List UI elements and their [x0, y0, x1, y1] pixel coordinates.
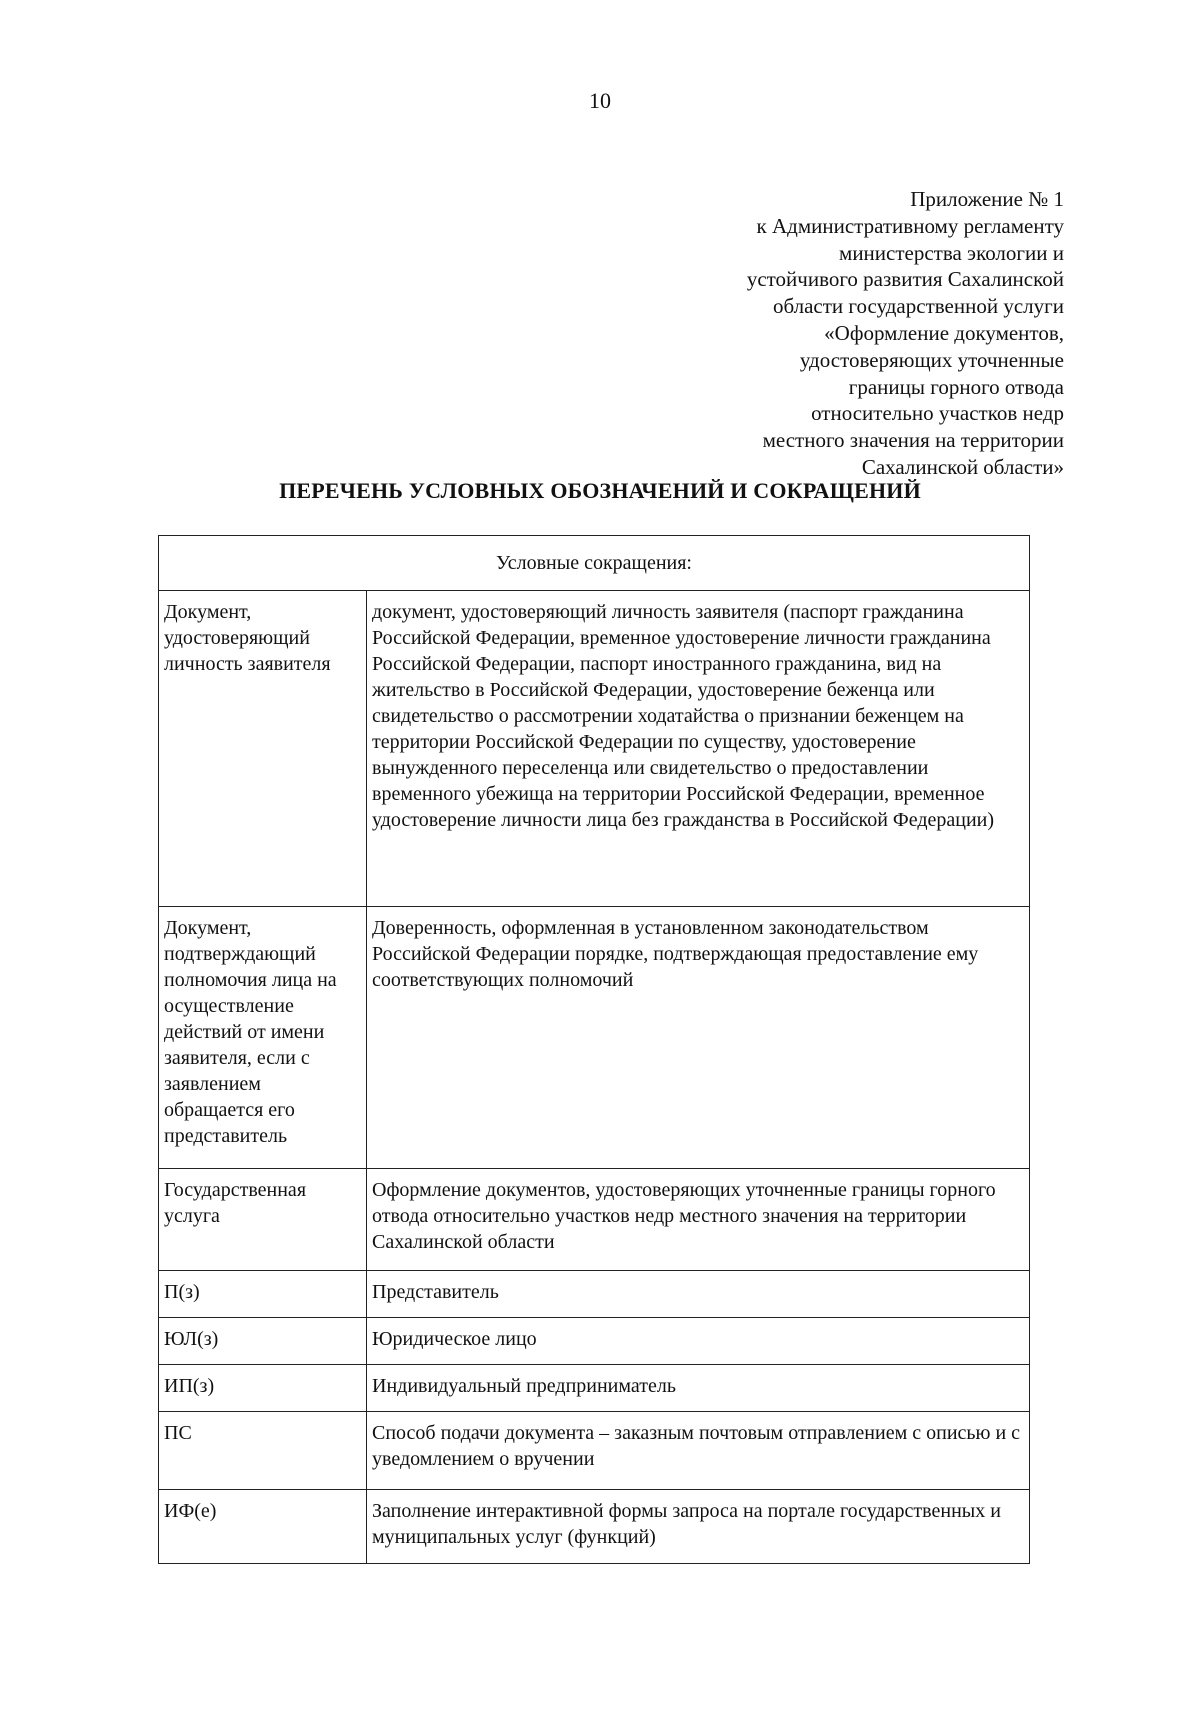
appendix-line: относительно участков недр: [811, 401, 1064, 426]
term-cell: ИФ(е): [159, 1490, 367, 1564]
table-header-row: [159, 536, 1030, 591]
definition-cell: Доверенность, оформленная в установленном законодательством Российской Федерации порядке, подтверждающая предоставление ему соответствующих полномочий: [367, 907, 1030, 1169]
table-row: [159, 1365, 1030, 1412]
appendix-line: Приложение № 1: [910, 187, 1064, 211]
table-row: [159, 1490, 1030, 1564]
appendix-line: к Административному регламенту: [756, 213, 1064, 238]
abbreviations-table: [158, 535, 1030, 1564]
appendix-line: министерства экологии и: [839, 240, 1064, 265]
page-number: 10: [589, 88, 611, 113]
table-row: [159, 1318, 1030, 1365]
table-row: [159, 591, 1030, 907]
document-title: ПЕРЕЧЕНЬ УСЛОВНЫХ ОБОЗНАЧЕНИЙ И СОКРАЩЕНИЙ: [279, 478, 921, 503]
definition-cell: Представитель: [367, 1271, 1030, 1318]
appendix-line: границы горного отвода: [848, 374, 1064, 399]
term-cell: Документ, подтверждающий полномочия лица на осуществление действий от имени заявителя, если с заявлением обращается его представитель: [159, 907, 367, 1169]
term-cell: ИП(з): [159, 1365, 367, 1412]
term-cell: Документ, удостоверяющий личность заявителя: [159, 591, 367, 907]
appendix-line: местного значения на территории: [762, 428, 1064, 453]
table-row: [159, 1271, 1030, 1318]
definition-cell: документ, удостоверяющий личность заявителя (паспорт гражданина Российской Федерации, временное удостоверение личности гражданина Российской Федерации, паспорт иностранного гражданина, вид на жительство в Российской Федерации, удостоверение беженца или свидетельство о рассмотрении ходатайства о признании беженцем на территории Российской Федерации по существу, удостоверение вынужденного переселенца или свидетельство о предоставлении временного убежища на территории Российской Федерации, временное удостоверение личности лица без гражданства в Российской Федерации): [367, 591, 1030, 907]
term-cell: П(з): [159, 1271, 367, 1318]
appendix-line: области государственной услуги: [772, 294, 1064, 319]
appendix-line: «Оформление документов,: [824, 320, 1064, 345]
term-cell: ЮЛ(з): [159, 1318, 367, 1365]
definition-cell: Оформление документов, удостоверяющих уточненные границы горного отвода относительно участков недр местного значения на территории Сахалинской области: [367, 1169, 1030, 1271]
appendix-line: Сахалинской области»: [861, 454, 1064, 479]
table-row: [159, 1412, 1030, 1490]
appendix-line: устойчивого развития Сахалинской: [746, 267, 1064, 292]
definition-cell: Заполнение интерактивной формы запроса на портале государственных и муниципальных услуг (функций): [367, 1490, 1030, 1564]
term-cell: Государственная услуга: [159, 1169, 367, 1271]
appendix-note: [644, 186, 1064, 481]
definition-cell: Способ подачи документа – заказным почтовым отправлением с описью и с уведомлением о вручении: [367, 1412, 1030, 1490]
table-row: [159, 1169, 1030, 1271]
term-cell: ПС: [159, 1412, 367, 1490]
table-row: [159, 907, 1030, 1169]
appendix-line: удостоверяющих уточненные: [799, 347, 1064, 372]
definition-cell: Индивидуальный предприниматель: [367, 1365, 1030, 1412]
definition-cell: Юридическое лицо: [367, 1318, 1030, 1365]
table-header: Условные сокращения:: [159, 536, 1030, 591]
